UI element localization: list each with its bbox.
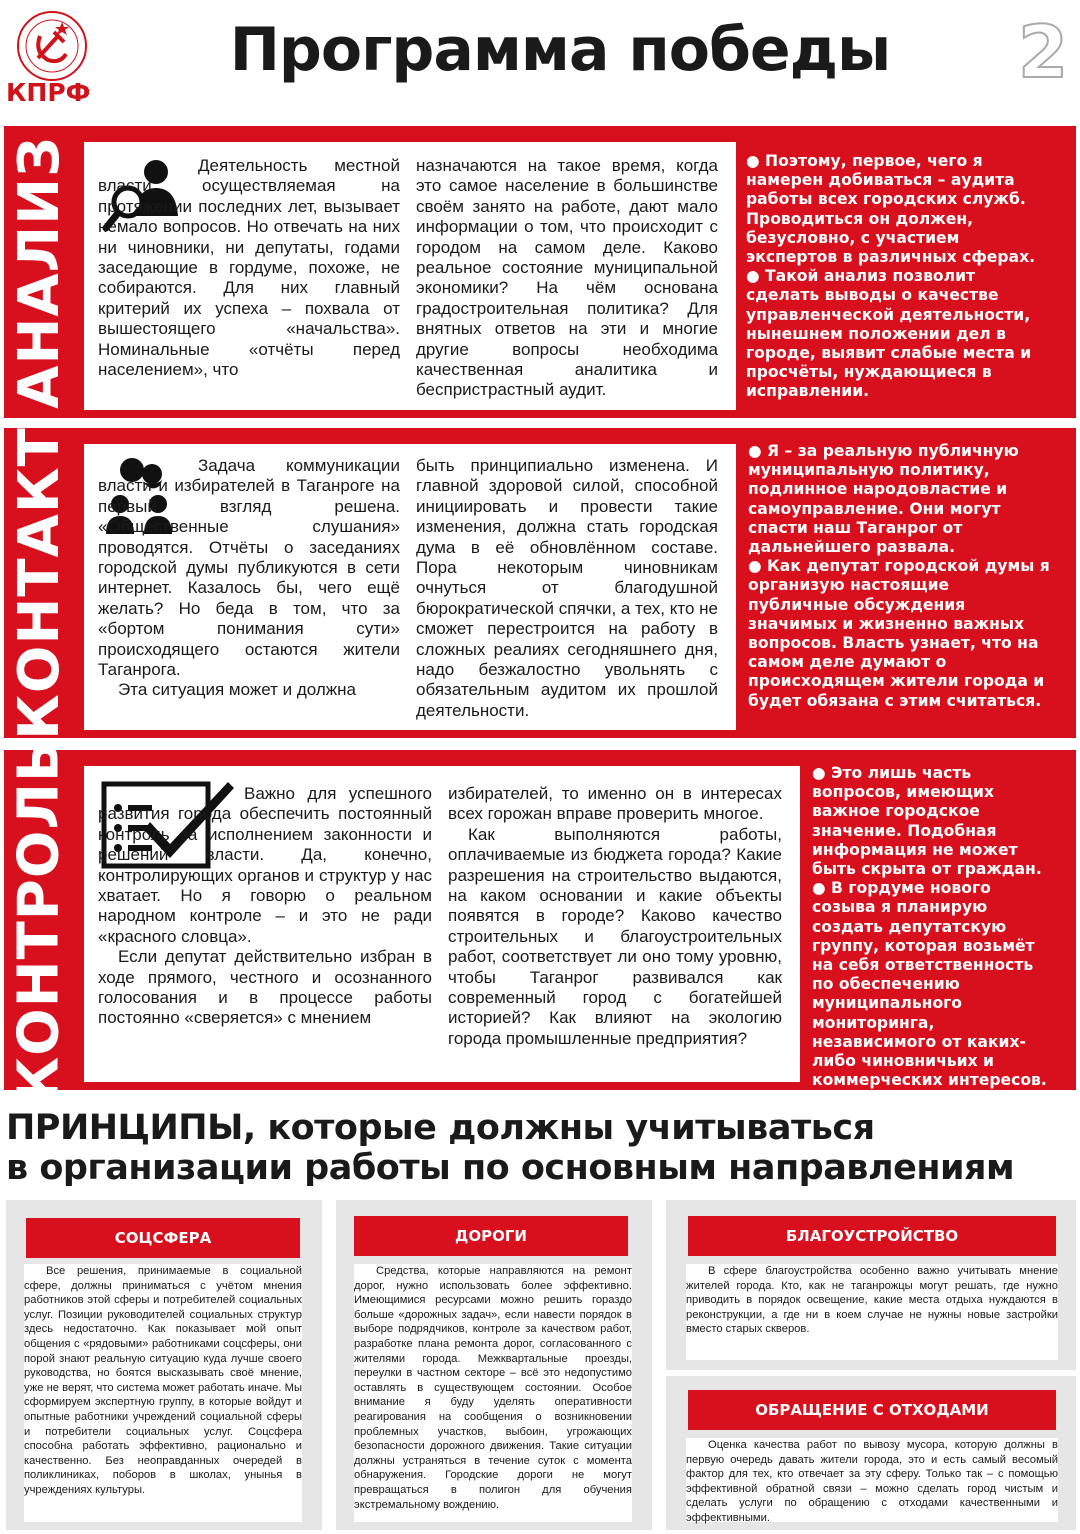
principles-title: ПРИНЦИПЫ, которые должны учитываться в организации работы по основным направлениям: [6, 1108, 1015, 1188]
bullet-item: ● Поэтому, первое, чего я намерен добиваться – аудита работы всех городских служб. Проводиться он должен, безусловно, с участием экспертов в различных сферах.: [746, 152, 1036, 267]
analiz-column-1: Деятельность местной власти, осуществляемая на протяжении последних лет, вызывает немало вопросов. Но отвечать на них ни чиновники, ни депутаты, годами заседающие в гордуме, похоже, не собираются. Для них главный критерий их успеха – похвала от вышестоящего «начальства». Номинальные «отчёты перед населением», что: [98, 156, 400, 380]
section-label-kontrol: КОНТРОЛЬ: [6, 737, 72, 1103]
logo-text: КПРФ: [6, 78, 91, 107]
kontrol-column-1: Важно для успешного развития города обеспечить постоянный контроль за исполнением законности и решений власти. Да, конечно, контролирующих органов и структур у нас хватает. Но я говорю о реальном народном контроле – и это не ради «красного словца». Если депутат действительно избран в ходе прямого, честного и осознанного голосования и в процессе работы постоянно «сверяется» с мнением: [98, 784, 432, 1028]
bullet-item: ● Такой анализ позволит сделать выводы о качестве управленческой деятельности, нынешнем положении дел в городе, выявит слабые места и просчёты, нуждающиеся в исправлении.: [746, 267, 1032, 401]
card-title: БЛАГОУСТРОЙСТВО: [688, 1216, 1056, 1256]
card-title: ДОРОГИ: [354, 1216, 628, 1256]
kontakt-column-1: Задача коммуникации власти и избирателей в Таганроге на первый взгляд решена. «Общественные слушания» проводятся. Отчёты о заседаниях городской думы публикуются в сети интернет. Казалось бы, чего ещё желать? Но беда в том, что за «бортом понимания сути» происходящего остаются жители Таганрога. Эта ситуация может и должна: [98, 456, 400, 700]
section-label-analiz: АНАЛИЗ: [6, 135, 72, 409]
analiz-column-2: назначаются на такое время, когда это самое население в большинстве своём занято на работе, дают мало информации о том, что происходит с городом на самом деле. Каково реальное состояние муниципальной экономики? На чём основана градостроительная политика? Для внятных ответов на эти и многие другие вопросы необходима качественная аналитика и беспристрастный аудит.: [416, 156, 718, 400]
bullet-item: ● Это лишь часть вопросов, имеющих важное городское значение. Подобная информация не может быть скрыта от граждан.: [812, 764, 1042, 879]
card-body: В сфере благоустройства особенно важно учитывать мнение жителей города. Кто, как не таганрожцы могут решать, где нужно приводить в порядок освещение, какие места отдыха нуждаются в реконструкции, а где ни в коем случае не нужны новые застройки вместо старых скверов.: [686, 1264, 1058, 1360]
section-label-kontakt: КОНТАКТ: [6, 426, 72, 740]
analiz-bullets: [746, 152, 1052, 402]
page-number: 2: [1017, 10, 1069, 94]
card-body: Оценка качества работ по вывозу мусора, которую должны в первую очередь давать жители города, это и есть самый весомый фактор для тех, кто отвечает за эту сферу. Только так – с помощью эффективной обратной связи – можно сделать город чистым и сделать услуги по обращению с отходами качественными и эффективными.: [686, 1439, 1058, 1524]
kontrol-bullets: [812, 764, 1058, 1090]
card-title: СОЦСФЕРА: [26, 1218, 300, 1258]
bullet-item: ● Как депутат городской думы я организую настоящие публичные обсуждения значимых и жизненно важных вопросов. Власть узнает, что на самом деле думают о происходящем жители города и будет обязана с этим считаться.: [748, 557, 1050, 710]
kontakt-bullets: [748, 442, 1052, 711]
kontakt-column-2: быть принципиально изменена. И главной здоровой силой, способной инициировать и провести такие изменения, должна стать городская дума в её обновлённом составе. Пора некоторым чиновникам очнуться от благодушной бюрократической спячки, а тех, кто не сможет перестроится на работу в сложных реалиях сегодняшнего дня, надо безжалостно увольнять с обязательным аудитом их прошлой деятельности.: [416, 456, 718, 720]
kontrol-column-2: избирателей, то именно он в интересах всех горожан вправе проверить многое. Как выполняются работы, оплачиваемые из бюджета города? Какие разрешения на строительство выдаются, на каком основании и какие объекты появятся в городе? Каково качество строительных и благоустроительных работ, соответствует ли оно тому уровню, чтобы Таганрог развивался как современный город с богатейшей историей? Как влияют на экологию города промышленные предприятия?: [448, 784, 782, 1048]
bullet-item: ● Я – за реальную публичную муниципальную политику, подлинное народовластие и самоуправление. Они могут спасти наш Таганрог от дальнейшего развала.: [748, 442, 1019, 557]
bullet-item: ● В гордуме нового созыва я планирую создать депутатскую группу, которая возьмёт на себя ответственность по обеспечению муниципального мониторинга, независимого от каких-либо чиновничьих и коммерческих интересов.: [812, 879, 1047, 1090]
card-title: ОБРАЩЕНИЕ С ОТХОДАМИ: [688, 1390, 1056, 1430]
card-body: Все решения, принимаемые в социальной сфере, должны приниматься с учётом мнения работников этой сферы и потребителей социальных услуг. Позиции руководителей социальных структур здесь недостаточно. Как показывает мой опыт общения с «рядовыми» работниками соцсферы, они порой знают реальную ситуацию куда лучше своего руководства, но боятся высказывать своё мнение, уже не верят, что система может работать иначе. Мы сформируем экспертную группу, в которые войдут и опытные работники учреждений социальной сферы и потребители социальных услуг. Соцсфера способна работать эффективно, рационально и качественно. Без неоправданных очередей в поликлиниках, поборов в школах, унынья в учреждениях культуры.: [24, 1264, 302, 1522]
card-body: Средства, которые направляются на ремонт дорог, нужно использовать более эффективно. Имеющимися ресурсами можно решить гораздо больше «дорожных задач», если навести порядок в выборе подрядчиков, контроле за качеством работ, разработке плана ремонта дорог, согласованного с жителями города. Межквартальные проезды, переулки в частном секторе – всё это недопустимо оставлять в существующем состоянии. Особое внимание я буду уделять оперативности реагирования на сообщения о возникновении проблемных участков, выбоин, угрожающих безопасности дорожного движения. Такие ситуации должны устраняться в течение суток с момента обнаружения. Городские дороги не могут превращаться в полигон для обучения экстремальному вождению.: [354, 1264, 632, 1522]
page-title: Программа победы: [229, 15, 891, 85]
